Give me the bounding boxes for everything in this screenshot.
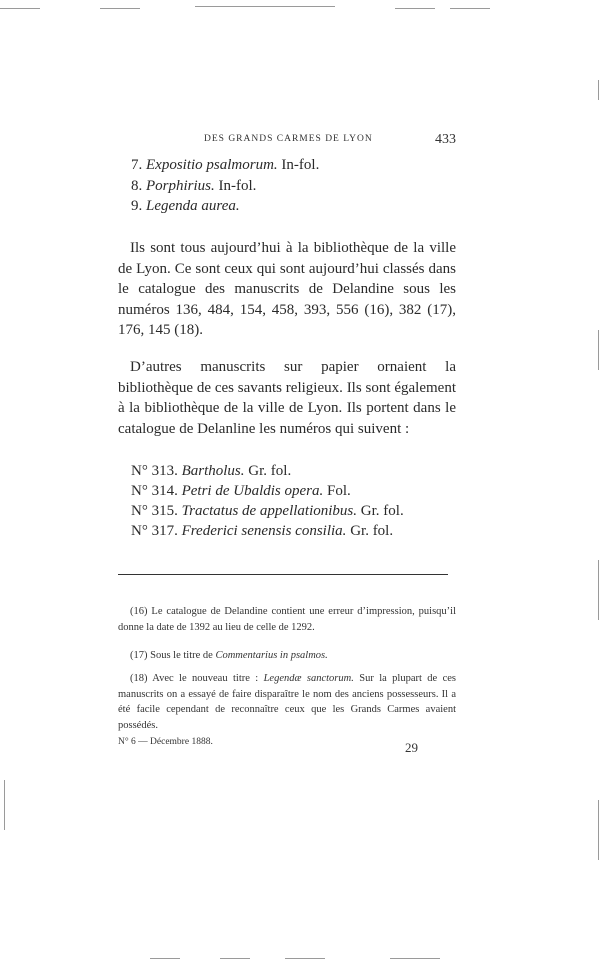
item-title: Bartholus. <box>181 463 245 479</box>
page-number: 433 <box>435 132 456 147</box>
scan-edge-line <box>4 780 5 830</box>
item-number: N° 314. <box>131 483 178 499</box>
footnote-17 <box>118 648 456 664</box>
item-number: N° 317. <box>131 523 178 539</box>
item-format: Fol. <box>323 483 351 499</box>
list-item <box>131 481 351 501</box>
scan-edge-line <box>598 560 599 620</box>
sheet-number: 29 <box>405 740 418 755</box>
item-format: In-fol. <box>214 178 257 194</box>
footnote-title: Commentarius in psalmos. <box>215 650 328 661</box>
list-item <box>131 176 256 196</box>
item-number: N° 313. <box>131 463 178 479</box>
item-title: Petri de Ubaldis opera. <box>181 483 324 499</box>
scan-edge-line <box>220 958 250 959</box>
scan-edge-line <box>100 8 140 9</box>
item-title: Frederici senensis consilia. <box>181 523 347 539</box>
item-format: Gr. fol. <box>346 523 394 539</box>
list-item <box>131 196 240 216</box>
footnote-text: (17) Sous le titre de <box>130 650 216 661</box>
list-item <box>131 501 404 521</box>
item-title: Expositio psalmorum. <box>146 157 278 173</box>
scan-edge-line <box>598 80 599 100</box>
scan-edge-line <box>285 958 325 959</box>
item-format: Gr. fol. <box>244 463 292 479</box>
list-item <box>131 461 291 481</box>
body-paragraph <box>118 357 456 439</box>
item-format: In-fol. <box>277 157 320 173</box>
body-paragraph <box>118 238 456 341</box>
paragraph-text: D’autres manuscrits sur papier ornaient la bibliothèque de ces savants religieux. Ils sont également à la bibliothèque de la ville de Lyon. Ils portent dans le catalogue de Delanline les numéros qui suivent : <box>118 359 456 437</box>
footnote-text: Sur la plupart de ces manuscrits on a essayé de faire disparaître le nom des anciens possesseurs. Il a été facile cependant de reconnaître ceux que les Grands Carmes avaient possédés. <box>118 673 456 731</box>
running-title: DES GRANDS CARMES DE LYON <box>204 134 373 144</box>
scan-edge-line <box>598 800 599 860</box>
item-number: 9. <box>131 198 143 214</box>
scan-edge-line <box>390 958 440 959</box>
item-title: Tractatus de appellationibus. <box>181 503 358 519</box>
list-item <box>131 155 319 175</box>
scan-edge-line <box>150 958 180 959</box>
footnote-rule <box>118 574 448 575</box>
scan-edge-line <box>0 8 40 9</box>
item-number: 8. <box>131 178 143 194</box>
running-header <box>118 132 456 152</box>
item-title: Legenda aurea. <box>146 198 240 214</box>
footnote-text: (18) Avec le nouveau titre : <box>130 673 264 684</box>
list-item <box>131 521 393 541</box>
scan-edge-line <box>598 330 599 370</box>
footnote-title: Legendæ sanctorum. <box>263 673 354 684</box>
scan-edge-line <box>395 8 435 9</box>
scan-edge-line <box>195 6 335 7</box>
footnote-16 <box>118 604 456 635</box>
item-format: Gr. fol. <box>357 503 404 519</box>
footnote-text: (16) Le catalogue de Delandine contient une erreur d’impression, puisqu’il donne la date de 1392 au lieu de celle de 1292. <box>118 606 456 633</box>
paragraph-text: Ils sont tous aujourd’hui à la bibliothèque de la ville de Lyon. Ce sont ceux qui sont aujourd’hui classés dans le catalogue des manuscrits de Delandine sous les numéros 136, 484, 154, 458, 393, 556 (16), 382 (17), 176, 145 (18). <box>118 240 456 338</box>
item-title: Porphirius. <box>146 178 215 194</box>
scan-edge-line <box>450 8 490 9</box>
item-number: N° 315. <box>131 503 178 519</box>
printer-signature: N° 6 — Décembre 1888. <box>118 737 213 747</box>
footnote-18 <box>118 671 456 733</box>
item-number: 7. <box>131 157 143 173</box>
